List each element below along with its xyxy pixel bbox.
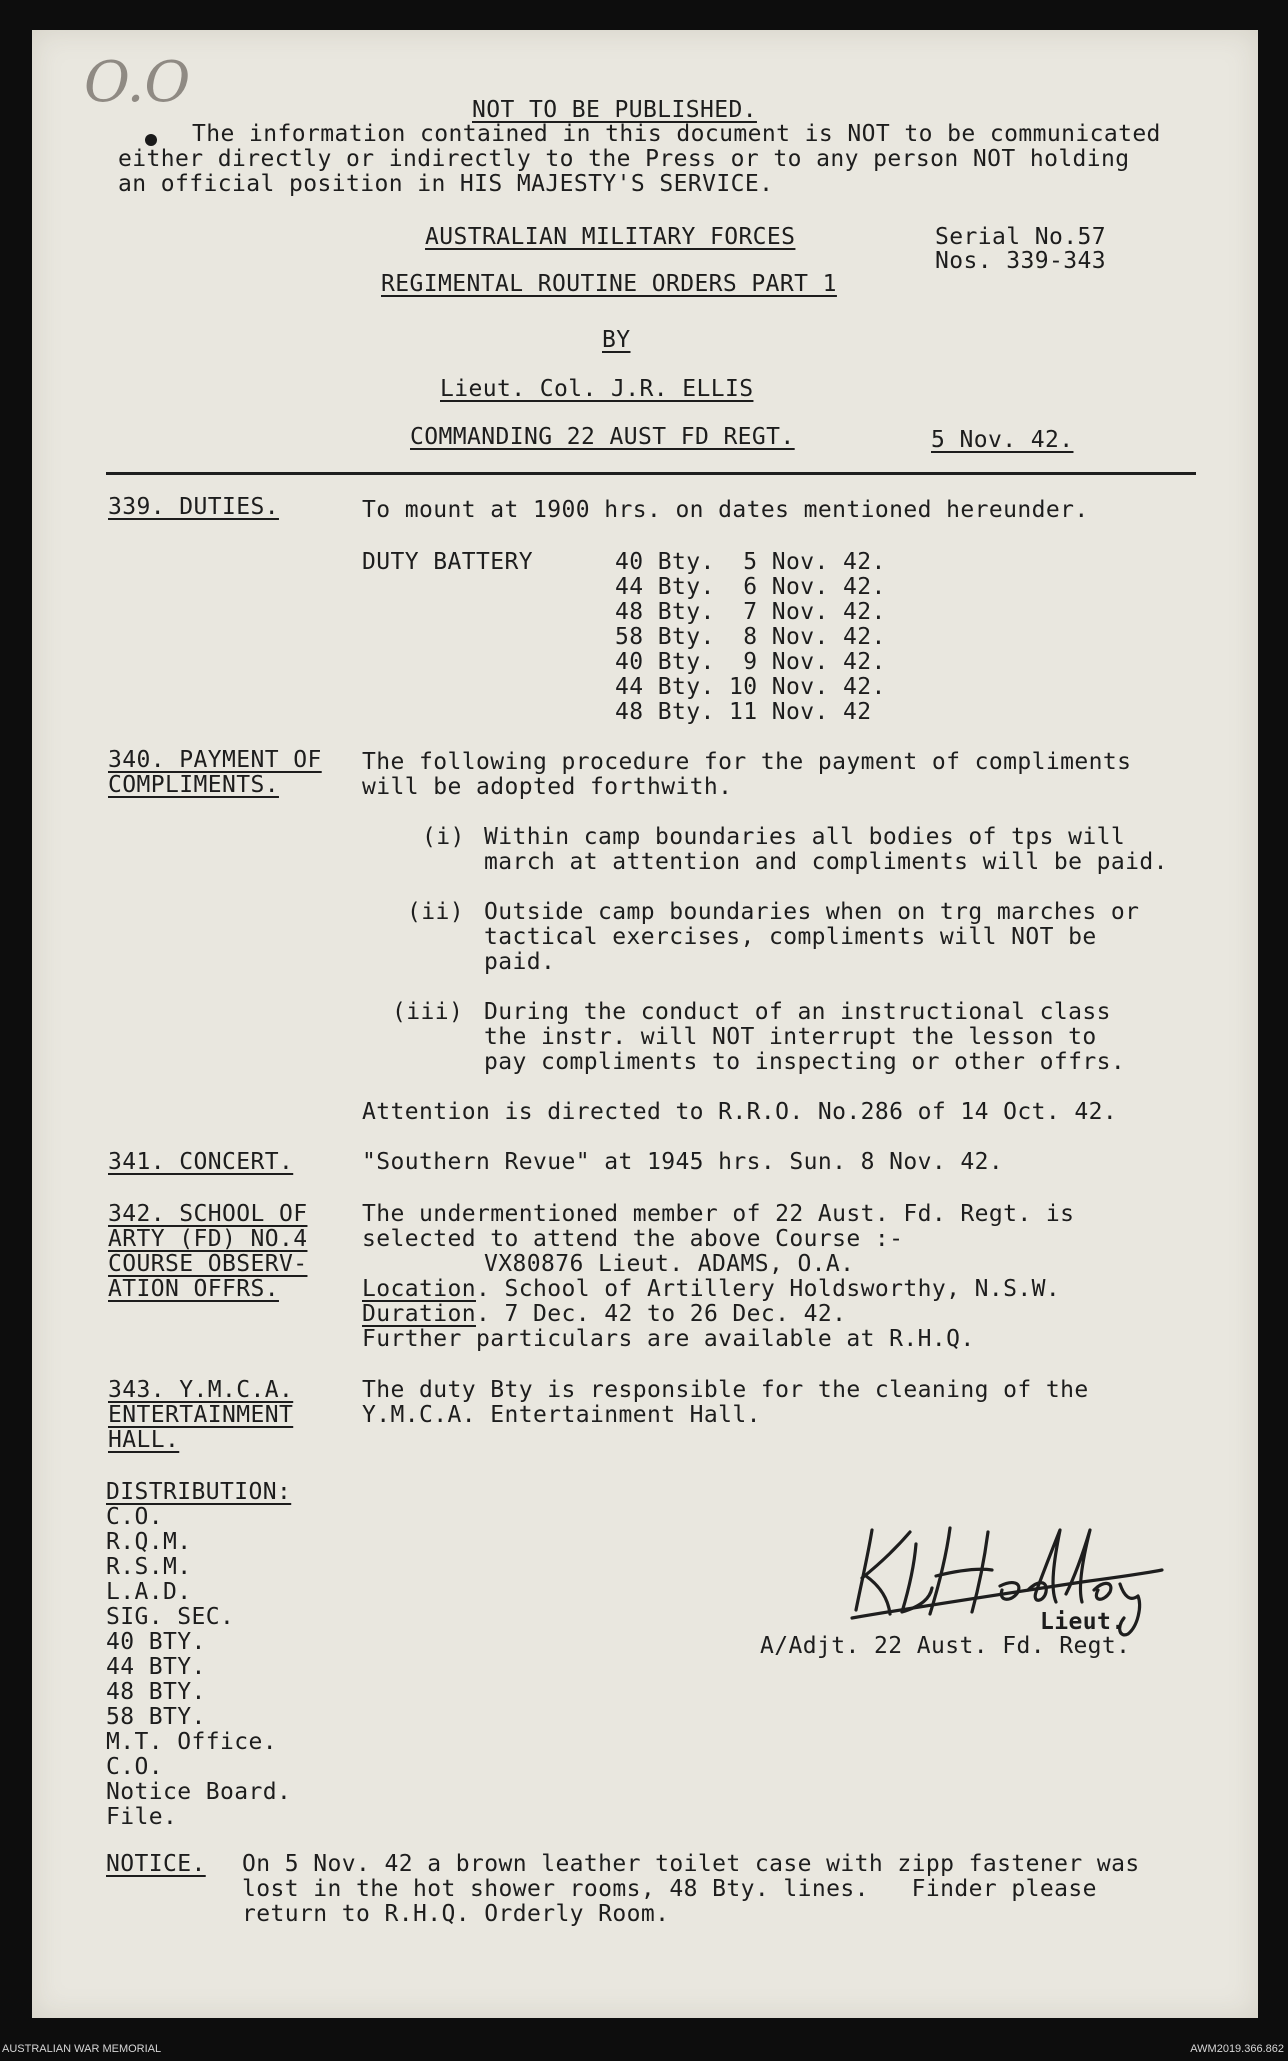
item-340-intro-1: The following procedure for the payment of compliments: [362, 749, 1132, 775]
distribution-item: L.A.D.: [106, 1579, 192, 1605]
signature-rank: Lieut.: [1040, 1609, 1126, 1635]
item-341-text: "Southern Revue" at 1945 hrs. Sun. 8 Nov. 42.: [362, 1149, 1004, 1175]
title-by: BY: [602, 327, 631, 353]
distribution-item: 48 BTY.: [106, 1679, 206, 1705]
security-notice-line-3: an official position in HIS MAJESTY'S SERVICE.: [118, 171, 774, 197]
item-339-text: To mount at 1900 hrs. on dates mentioned hereunder.: [362, 497, 1089, 523]
notice-label: NOTICE.: [106, 1851, 206, 1877]
distribution-item: C.O.: [106, 1754, 163, 1780]
sub-ii-line-3: paid.: [484, 949, 556, 975]
location-label: Location: [362, 1276, 476, 1302]
duty-row: 44 Bty. 6 Nov. 42.: [615, 574, 886, 600]
duration-label: Duration: [362, 1301, 476, 1327]
duty-row: 40 Bty. 9 Nov. 42.: [615, 649, 886, 675]
distribution-item: M.T. Office.: [106, 1729, 277, 1755]
item-340-heading-1: 340. PAYMENT OF: [108, 747, 322, 773]
item-342-line-6: Further particulars are available at R.H.Q.: [362, 1326, 975, 1352]
distribution-title: DISTRIBUTION:: [106, 1479, 292, 1505]
notice-line-2: lost in the hot shower rooms, 48 Bty. lines. Finder please: [242, 1876, 1097, 1902]
sub-ii-line-1: Outside camp boundaries when on trg marches or: [484, 899, 1140, 925]
duty-row: 48 Bty. 7 Nov. 42.: [615, 599, 886, 625]
sub-i-line-1: Within camp boundaries all bodies of tps will: [484, 824, 1126, 850]
item-343-line-2: Y.M.C.A. Entertainment Hall.: [362, 1402, 761, 1428]
distribution-item: 40 BTY.: [106, 1629, 206, 1655]
item-340-intro-2: will be adopted forthwith.: [362, 774, 733, 800]
item-342-heading-3: COURSE OBSERV-: [108, 1251, 308, 1277]
item-342-heading-1: 342. SCHOOL OF: [108, 1201, 308, 1227]
footer-credit: AUSTRALIAN WAR MEMORIAL: [2, 2043, 162, 2055]
item-342-location: [362, 1277, 1060, 1302]
security-notice-line-2: either directly or indirectly to the Press or to any person NOT holding: [118, 146, 1130, 172]
item-340-heading-2: COMPLIMENTS.: [108, 772, 279, 798]
command-title: COMMANDING 22 AUST FD REGT.: [410, 424, 795, 450]
distribution-item: 44 BTY.: [106, 1654, 206, 1680]
item-343-line-1: The duty Bty is responsible for the cleaning of the: [362, 1377, 1089, 1403]
notice-line-1: On 5 Nov. 42 a brown leather toilet case with zipp fastener was: [242, 1851, 1140, 1877]
sub-iii-line-3: pay compliments to inspecting or other offrs.: [484, 1049, 1126, 1075]
sub-i-line-2: march at attention and compliments will be paid.: [484, 849, 1168, 875]
duty-row: 48 Bty. 11 Nov. 42: [615, 699, 872, 725]
item-339-heading: 339. DUTIES.: [108, 494, 279, 520]
distribution-item: SIG. SEC.: [106, 1604, 235, 1630]
signature-appointment: A/Adjt. 22 Aust. Fd. Regt.: [760, 1633, 1131, 1659]
item-342-line-2: selected to attend the above Course :-: [362, 1226, 904, 1252]
distribution-item: C.O.: [106, 1504, 163, 1530]
distribution-item: Notice Board.: [106, 1779, 292, 1805]
sub-iii-line-1: During the conduct of an instructional class: [484, 999, 1111, 1025]
title-forces: AUSTRALIAN MILITARY FORCES: [425, 224, 796, 250]
sub-i-number: (i): [422, 824, 465, 850]
sub-ii-number: (ii): [407, 899, 464, 925]
footer-accession: AWM2019.366.862: [1190, 2043, 1284, 2055]
location-text: . School of Artillery Holdsworthy, N.S.W.: [475, 1276, 1061, 1302]
distribution-item: R.Q.M.: [106, 1529, 192, 1555]
sub-iii-number: (iii): [392, 999, 464, 1025]
pencil-annotation: O.O: [84, 50, 191, 115]
notice-line-3: return to R.H.Q. Orderly Room.: [242, 1901, 670, 1927]
duty-row: 40 Bty. 5 Nov. 42.: [615, 549, 886, 575]
serial-number: Serial No.57: [935, 224, 1106, 250]
item-342-duration: [362, 1302, 846, 1327]
item-342-heading-2: ARTY (FD) NO.4: [108, 1226, 308, 1252]
order-date: 5 Nov. 42.: [931, 427, 1074, 453]
distribution-item: File.: [106, 1804, 178, 1830]
header-rule: [106, 472, 1196, 475]
duty-row: 44 Bty. 10 Nov. 42.: [615, 674, 886, 700]
sub-iii-line-2: the instr. will NOT interrupt the lesson to: [484, 1024, 1097, 1050]
duty-battery-label: DUTY BATTERY: [362, 549, 533, 575]
item-341-heading: 341. CONCERT.: [108, 1149, 294, 1175]
item-340-attention: Attention is directed to R.R.O. No.286 of 14 Oct. 42.: [362, 1099, 1118, 1125]
distribution-item: 58 BTY.: [106, 1704, 206, 1730]
sub-ii-line-2: tactical exercises, compliments will NOT be: [484, 924, 1097, 950]
item-342-heading-4: ATION OFFRS.: [108, 1276, 279, 1302]
item-342-line-1: The undermentioned member of 22 Aust. Fd. Regt. is: [362, 1201, 1075, 1227]
title-orders: REGIMENTAL ROUTINE ORDERS PART 1: [381, 271, 837, 297]
document-page: [32, 30, 1258, 2018]
order-numbers: Nos. 339-343: [935, 248, 1106, 274]
item-343-heading-3: HALL.: [108, 1427, 180, 1453]
commander-name: Lieut. Col. J.R. ELLIS: [440, 376, 754, 402]
not-published-heading: NOT TO BE PUBLISHED.: [472, 97, 757, 123]
item-343-heading-2: ENTERTAINMENT: [108, 1402, 294, 1428]
item-343-heading-1: 343. Y.M.C.A.: [108, 1377, 294, 1403]
duty-row: 58 Bty. 8 Nov. 42.: [615, 624, 886, 650]
bullet-dot: [145, 134, 157, 146]
security-notice-line-1: The information contained in this document is NOT to be communicated: [192, 121, 1161, 147]
item-342-line-3: VX80876 Lieut. ADAMS, O.A.: [484, 1251, 855, 1277]
duration-text: . 7 Dec. 42 to 26 Dec. 42.: [475, 1301, 847, 1327]
distribution-item: R.S.M.: [106, 1554, 192, 1580]
